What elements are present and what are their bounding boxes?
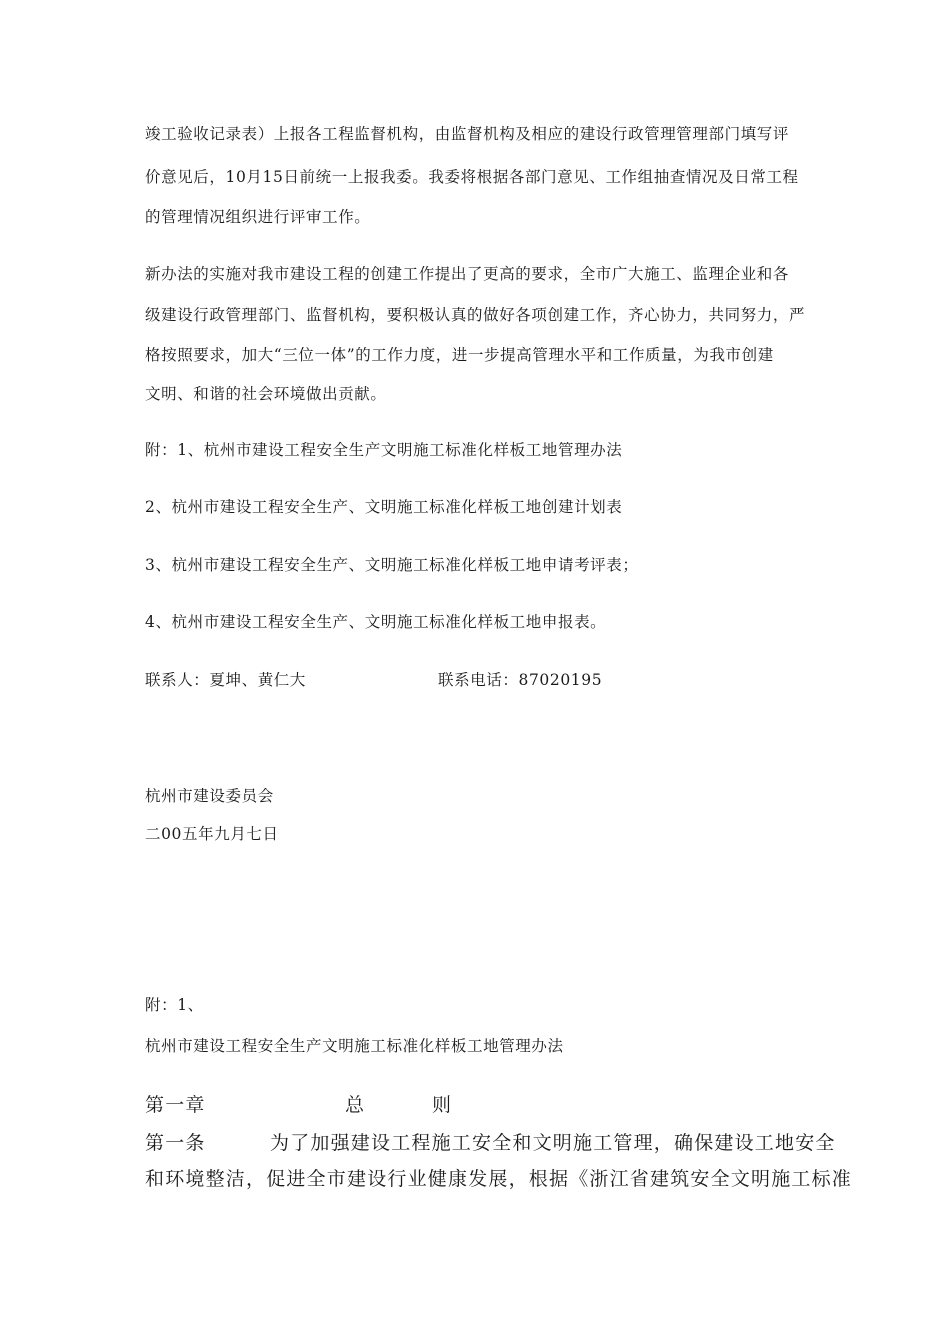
attachment-item-1: 附：1、杭州市建设工程安全生产文明施工标准化样板工地管理办法	[145, 441, 623, 459]
para1-line-2: 价意见后，10月15日前统一上报我委。我委将根据各部门意见、工作组抽查情况及日常工程	[145, 168, 799, 186]
contact-phone: 联系电话：87020195	[438, 671, 603, 689]
signature-date: 二00五年九月七日	[145, 825, 279, 843]
attachment-item-4: 4、杭州市建设工程安全生产、文明施工标准化样板工地申报表。	[145, 613, 607, 631]
signature-org: 杭州市建设委员会	[145, 787, 274, 805]
article1-number: 第一条	[145, 1132, 206, 1154]
para2-line-3: 格按照要求，加大“三位一体”的工作力度，进一步提高管理水平和工作质量，为我市创建	[145, 346, 774, 364]
para2-line-1: 新办法的实施对我市建设工程的创建工作提出了更高的要求，全市广大施工、监理企业和各	[145, 265, 790, 283]
para1-line-1: 竣工验收记录表）上报各工程监督机构，由监督机构及相应的建设行政管理管理部门填写评	[145, 125, 790, 143]
appendix-label: 附：1、	[145, 996, 204, 1014]
appendix-title: 杭州市建设工程安全生产文明施工标准化样板工地管理办法	[145, 1037, 564, 1055]
contact-person: 联系人：夏坤、黄仁大	[145, 671, 307, 689]
article1-line-2: 和环境整洁，促进全市建设行业健康发展，根据《浙江省建筑安全文明施工标准	[145, 1168, 853, 1190]
attachment-item-3: 3、杭州市建设工程安全生产、文明施工标准化样板工地申请考评表；	[145, 556, 639, 574]
article1-line-1: 为了加强建设工程施工安全和文明施工管理，确保建设工地安全	[270, 1132, 836, 1154]
chapter-title-2: 则	[432, 1094, 453, 1116]
chapter-number: 第一章	[145, 1094, 206, 1116]
para2-line-4: 文明、和谐的社会环境做出贡献。	[145, 385, 387, 403]
attachment-item-2: 2、杭州市建设工程安全生产、文明施工标准化样板工地创建计划表	[145, 498, 623, 516]
chapter-title-1: 总	[345, 1094, 366, 1116]
para1-line-3: 的管理情况组织进行评审工作。	[145, 208, 371, 226]
para2-line-2: 级建设行政管理部门、监督机构，要积极认真的做好各项创建工作，齐心协力，共同努力，严	[145, 306, 806, 324]
